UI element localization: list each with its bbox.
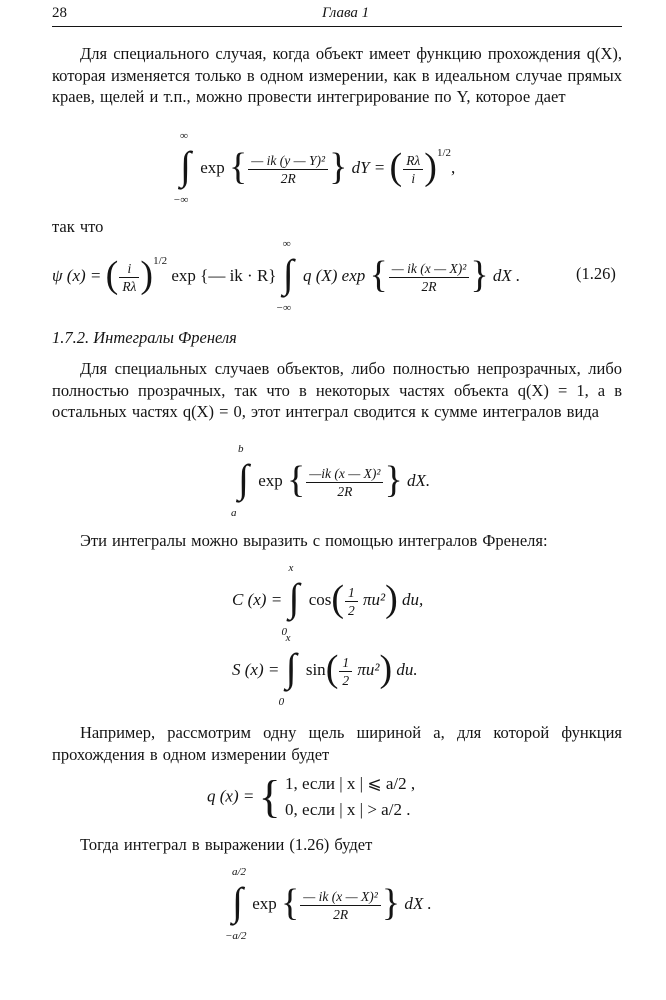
paragraph-4: Например, рассмотрим одну щель шириной a, для которой функция прохождения в одном измерении будет bbox=[52, 723, 622, 764]
equation-2: ψ (x) = ( $\frac{i}{R\lambda}$ )$^{1/2}$ exp {— ik · R} ∞ ∫ −∞ q (X) exp { $\frac{\text{— ik (x — X)²}}{2R}$ } dX . bbox=[52, 238, 521, 314]
equation-7: a/2 ∫ −a/2 exp { $\frac{\text{— ik (x — X)²}}{2R}$ } dX . bbox=[225, 866, 432, 942]
so-that: так что bbox=[52, 217, 104, 236]
equation-5: S (x) = x ∫ 0 sin( $\frac{1}{2}$ πu²) du. bbox=[232, 632, 418, 708]
paragraph-2: Для специальных случаев объектов, либо полностью непрозрачных, либо полностью прозрачных, так что в некоторых частях объекта q(X) = 1, а в остальных частях q(X) = 0, этот интеграл сводится к сумме интегралов вида bbox=[52, 359, 622, 421]
paragraph-1: Для специального случая, когда объект имеет функцию прохождения q(X), которая изменяется только в одном измерении, как в идеальном случае прямых краев, щелей и т.п., можно провести интегрирование по Y, которое дает bbox=[52, 44, 622, 106]
equation-4: C (x) = x ∫ 0 cos( $\frac{1}{2}$ πu²) du, bbox=[232, 562, 424, 638]
section-title: 1.7.2. Интегралы Френеля bbox=[52, 328, 237, 347]
q-exp: q (X) exp bbox=[302, 265, 366, 285]
paragraph-5: Тогда интеграл в выражении (1.26) будет bbox=[80, 835, 373, 854]
chapter-title: Глава 1 bbox=[322, 5, 370, 21]
equation-label: (1.26) bbox=[576, 264, 616, 283]
equation-6: q (x) = { 1, если | x | ⩽ a/2 , 0, если | x | > a/2 . bbox=[207, 771, 416, 822]
psi-lhs: ψ (x) = bbox=[52, 265, 102, 285]
integral: a/2 ∫ −a/2 bbox=[225, 866, 247, 942]
case-2: 0, если | x | > a/2 . bbox=[284, 799, 411, 819]
integral: x ∫ 0 bbox=[278, 632, 297, 708]
fraction: $\frac{1}{2}$ bbox=[339, 654, 352, 689]
fraction: $\frac{\text{— ik (x — X)²}}{2R}$ bbox=[389, 260, 470, 295]
exp-label: exp bbox=[200, 157, 225, 177]
integral: b ∫ a bbox=[231, 443, 249, 519]
integral: ∞ ∫ −∞ bbox=[173, 130, 191, 206]
power: 1/2 bbox=[436, 147, 451, 160]
header-rule bbox=[52, 26, 622, 27]
equation-3: b ∫ a exp { $\frac{\text{—ik (x — X)²}}{2R}$ } dX. bbox=[231, 443, 431, 519]
equation-1: ∞ ∫ −∞ exp { $\frac{\text{— ik (y — Y)²}}{2R}$ } dY = ( $\frac{R\lambda}{i}$ )$^{1/2}$, bbox=[173, 130, 456, 206]
integral: ∞ ∫ −∞ bbox=[275, 238, 294, 314]
integral: x ∫ 0 bbox=[281, 562, 300, 638]
exp-kr: exp {— ik · R} bbox=[171, 265, 277, 285]
page-number: 28 bbox=[52, 5, 67, 21]
fraction: $\frac{\text{— ik (y — Y)²}}{2R}$ bbox=[248, 152, 328, 187]
fraction: $\frac{R\lambda}{i}$ bbox=[403, 152, 423, 187]
fraction: $\frac{\text{—ik (x — X)²}}{2R}$ bbox=[306, 465, 383, 500]
paragraph-3: Эти интегралы можно выразить с помощью интегралов Френеля: bbox=[80, 531, 548, 550]
dvar: dY = bbox=[351, 157, 386, 177]
fraction: $\frac{i}{R\lambda}$ bbox=[119, 260, 139, 295]
fraction: $\frac{\text{— ik (x — X)²}}{2R}$ bbox=[300, 888, 381, 923]
case-1: 1, если | x | ⩽ a/2 , bbox=[284, 773, 416, 793]
fraction: $\frac{1}{2}$ bbox=[345, 584, 358, 619]
